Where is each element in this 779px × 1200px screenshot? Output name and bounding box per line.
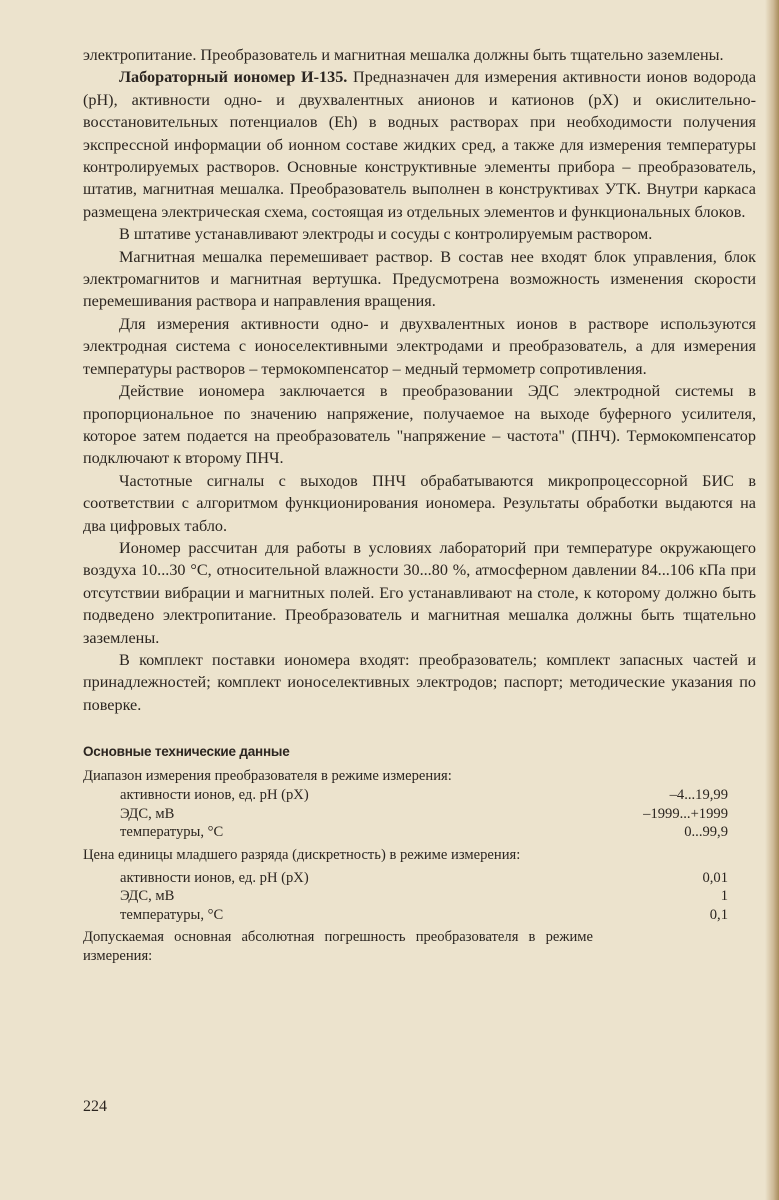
range-intro: Диапазон измерения преобразователя в режиме измерения:	[83, 768, 452, 785]
spec-label: активности ионов, ед. pH (pX)	[120, 869, 309, 886]
range-row	[83, 786, 756, 805]
paragraph-principle: Действие иономера заключается в преобразовании ЭДС электродной системы в пропорциональное по значению напряжение, получаемое на выходе буферного усилителя, которое затем подается на преобразователь "напряжение – частота" (ПНЧ). Термокомпенсатор подключают к второму ПНЧ.	[83, 382, 756, 468]
specs-heading: Основные технические данные	[83, 744, 290, 760]
page-number: 224	[83, 1098, 107, 1115]
range-row	[83, 823, 756, 842]
error-intro: Допускаемая основная абсолютная погрешность преобразователя в режиме измерения:	[83, 929, 593, 965]
resolution-intro: Цена единицы младшего разряда (дискретность) в режиме измерения:	[83, 846, 521, 863]
spec-label: ЭДС, мВ	[120, 805, 175, 822]
paragraph-signals: Частотные сигналы с выходов ПНЧ обрабатываются микропроцессорной БИС в соответствии с алгоритмом функционирования иономера. Результаты обработки выдаются на два цифровых табло.	[83, 471, 756, 535]
paragraph-continuation: электропитание. Преобразователь и магнитная мешалка должны быть тщательно заземлены.	[83, 46, 724, 64]
resolution-row	[83, 906, 756, 925]
paragraph-delivery: В комплект поставки иономера входят: преобразователь; комплект запасных частей и принадлежностей; комплект ионоселективных электродов; паспорт; методические указания по поверке.	[83, 650, 756, 714]
paragraph-ionomer-body: Предназначен для измерения активности ионов водорода (pH), активности одно- и двухвалентных анионов и катионов (pX) и окислительно-восстановительных потенциалов (Eh) в водных растворах при необходимости получения экспрессной информации об ионном составе жидких сред, а также для измерения температуры контролируемых растворов. Основные конструктивные элементы прибора – преобразователь, штатив, магнитная мешалка. Преобразователь выполнен в конструктивах УТК. Внутри каркаса размещена электрическая схема, состоящая из отдельных элементов и функциональных блоков.	[83, 68, 757, 221]
paragraph-electrodes: Для измерения активности одно- и двухвалентных ионов в растворе используются электродная система с ионоселективными электродами и преобразователь, а для измерения температуры растворов – термокомпенсатор – медный термометр сопротивления.	[83, 314, 756, 378]
resolution-list	[83, 869, 756, 925]
lead-title: Лабораторный иономер И-135.	[119, 68, 348, 87]
paragraph-conditions: Иономер рассчитан для работы в условиях лабораторий при температуре окружающего воздуха 10...30 °С, относительной влажности 30...80 %, атмосферном давлении 84...106 кПа при отсутствии вибрации и магнитных полей. Его устанавливают на столе, к которому должно быть подведено электропитание. Преобразователь и магнитная мешалка должны быть тщательно заземлены.	[83, 538, 756, 647]
spec-value: –4...19,99	[669, 787, 728, 804]
spec-value: 1	[720, 888, 728, 905]
spec-value: –1999...+1999	[643, 805, 728, 822]
resolution-row	[83, 869, 756, 888]
paragraph-ionomer-intro	[83, 66, 756, 223]
range-list	[83, 786, 756, 842]
spec-value: 0,1	[709, 906, 728, 923]
resolution-row	[83, 887, 756, 906]
document-page	[83, 44, 756, 966]
paragraph-stand: В штативе устанавливают электроды и сосуды с контролируемым раствором.	[119, 225, 653, 244]
spec-value: 0...99,9	[684, 824, 728, 841]
range-row	[83, 805, 756, 824]
spec-label: температуры, °С	[120, 824, 224, 841]
spec-value: 0,01	[702, 869, 728, 886]
paragraph-stirrer: Магнитная мешалка перемешивает раствор. В состав нее входят блок управления, блок электромагнитов и магнитная вертушка. Предусмотрена возможность изменения скорости перемешивания раствора и направления вращения.	[83, 247, 756, 311]
page-edge-shadow	[765, 0, 779, 1200]
spec-label: активности ионов, ед. pH (pX)	[120, 787, 309, 804]
spec-label: ЭДС, мВ	[120, 888, 175, 905]
spec-label: температуры, °С	[120, 906, 224, 923]
